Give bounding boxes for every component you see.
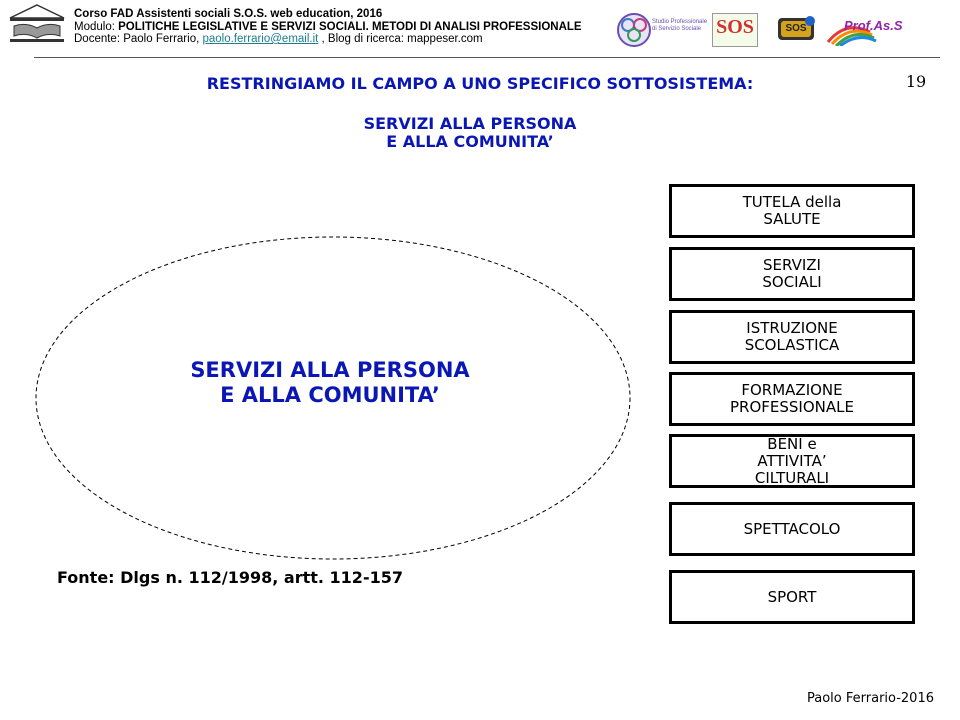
box-tutela-salute: TUTELA della SALUTE [669, 184, 915, 238]
course-header [74, 8, 582, 46]
slide-title: RESTRINGIAMO IL CAMPO A UNO SPECIFICO SOTTOSISTEMA: [206, 74, 754, 93]
teacher-line: Docente: Paolo Ferrario, paolo.ferrario@email.it , Blog di ricerca: mappeser.com [74, 33, 483, 45]
box-formazione-professionale: FORMAZIONE PROFESSIONALE [669, 372, 915, 426]
circles-logo-icon [616, 12, 652, 48]
footer-author: Paolo Ferrario-2016 [807, 691, 934, 706]
module-line: Modulo: POLITICHE LEGISLATIVE E SERVIZI SOCIALI. METODI DI ANALISI PROFESSIONALE [74, 20, 582, 33]
ellipse-label: SERVIZI ALLA PERSONA E ALLA COMUNITA’ [190, 358, 470, 407]
box-sport: SPORT [669, 570, 915, 624]
sos-emblem-logo: SOS [774, 14, 818, 44]
slide-number: 19 [905, 72, 927, 91]
source-note: Fonte: Dlgs n. 112/1998, artt. 112-157 [57, 568, 403, 587]
box-istruzione-scolastica: ISTRUZIONE SCOLASTICA [669, 310, 915, 364]
slide-subtitle: SERVIZI ALLA PERSONA E ALLA COMUNITA’ [363, 114, 577, 151]
course-title-line: Corso FAD Assistenti sociali S.O.S. web education, 2016 [74, 8, 383, 20]
header-divider [34, 57, 940, 58]
sos-logo: SOS [712, 13, 758, 47]
studio-professionale-logo: Studio Professionale di Servizio Sociale [616, 12, 706, 48]
box-beni-attivita-culturali: BENI e ATTIVITA’ CILTURALI [669, 434, 915, 488]
handshake-logo-icon [6, 2, 68, 44]
box-servizi-sociali: SERVIZI SOCIALI [669, 247, 915, 301]
box-spettacolo: SPETTACOLO [669, 502, 915, 556]
profass-logo: Prof.As.S [826, 16, 910, 46]
email-link[interactable]: paolo.ferrario@email.it [202, 33, 319, 45]
